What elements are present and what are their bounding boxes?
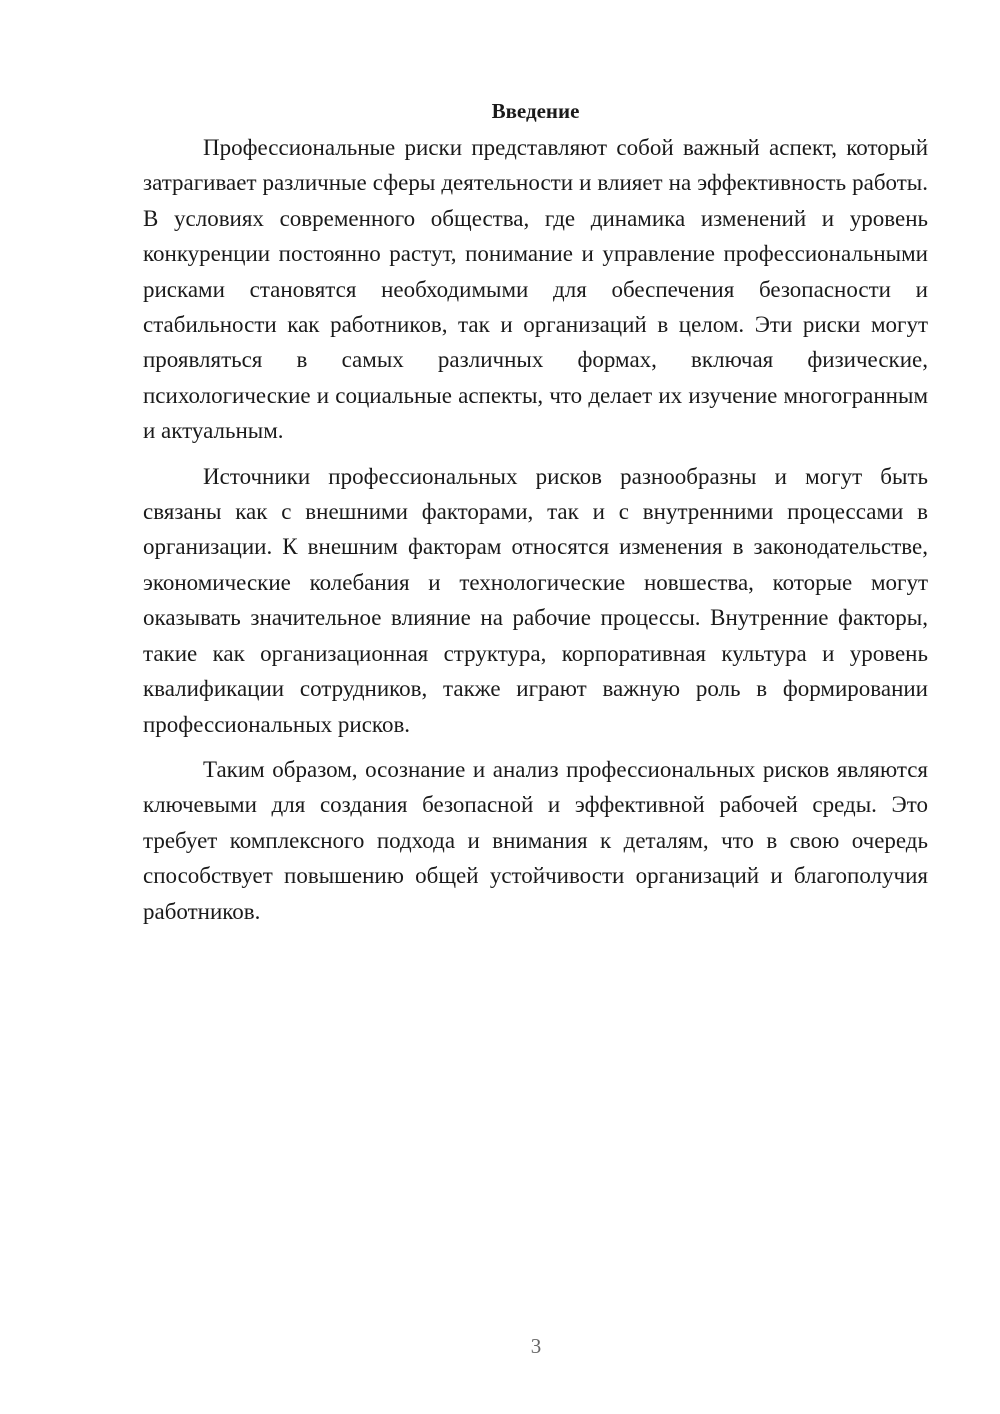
paragraph-3: Таким образом, осознание и анализ профессиональных рисков являются ключевыми для создания безопасной и эффективной рабочей среды. Это требует комплексного подхода и внимания к деталям, что в свою очередь способствует повышению общей устойчивости организаций и благополучия работников. bbox=[143, 756, 928, 924]
page-content bbox=[143, 96, 928, 929]
paragraph-1: Профессиональные риски представляют собой важный аспект, который затрагивает различные сферы деятельности и влияет на эффективность работы. В условиях современного общества, где динамика изменений и уровень конкуренции постоянно растут, понимание и управление профессиональными рисками становятся необходимыми для обеспечения безопасности и стабильности как работников, так и организаций в целом. Эти риски могут проявляться в самых различных формах, включая физические, психологические и социальные аспекты, что делает их изучение многогранным и актуальным. bbox=[143, 135, 928, 444]
page-number: 3 bbox=[530, 1334, 542, 1358]
section-title: Введение bbox=[491, 99, 580, 123]
paragraph-2: Источники профессиональных рисков разнообразны и могут быть связаны как с внешними факторами, так и с внутренними процессами в организации. К внешним факторам относятся изменения в законодательстве, экономические колебания и технологические новшества, которые могут оказывать значительное влияние на рабочие процессы. Внутренние факторы, такие как организационная структура, корпоративная культура и уровень квалификации сотрудников, также играют важную роль в формировании профессиональных рисков. bbox=[143, 463, 928, 737]
